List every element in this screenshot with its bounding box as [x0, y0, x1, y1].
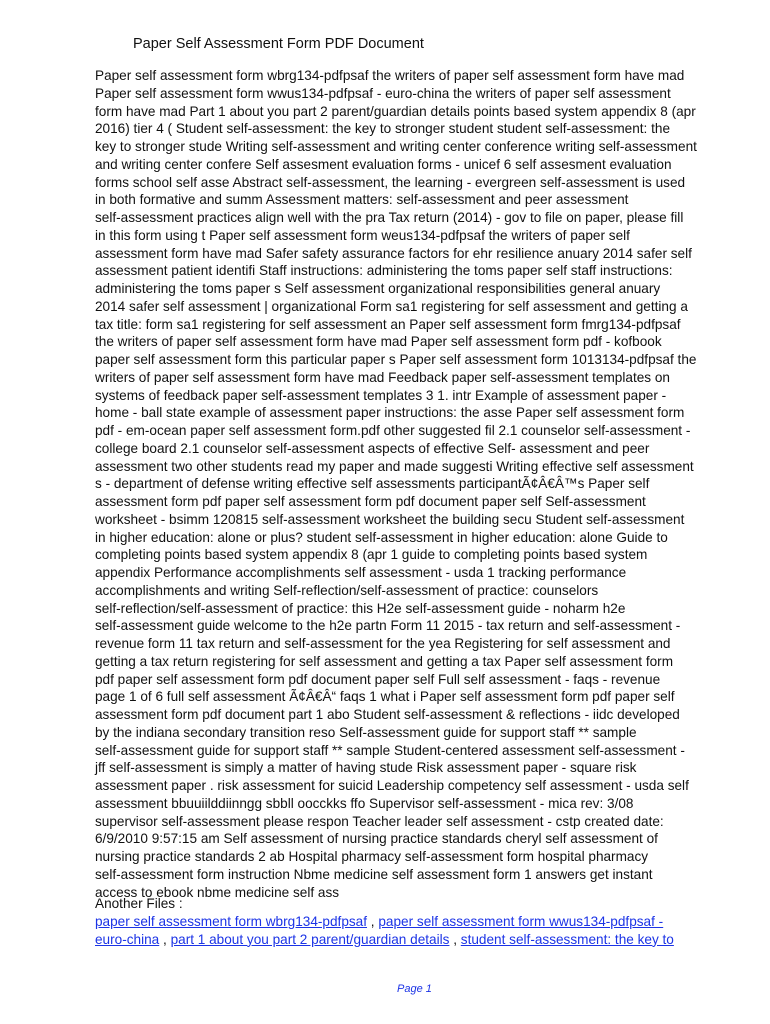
file-link-wwus134[interactable]: paper self assessment form wwus134-pdfpsaf -: [378, 914, 664, 929]
another-files-list: [95, 913, 745, 949]
file-link-parent-guardian-details[interactable]: part 1 about you part 2 parent/guardian details: [170, 931, 450, 947]
link-separator: ,: [367, 914, 379, 929]
link-separator: ,: [449, 931, 461, 947]
document-title: Paper Self Assessment Form PDF Document: [133, 36, 424, 52]
link-separator: ,: [159, 931, 171, 947]
file-link-student-self-assessment[interactable]: student self-assessment: the key to: [460, 931, 674, 947]
document-body-text: Paper self assessment form wbrg134-pdfpsaf the writers of paper self assessment form have mad Paper self assessment form wwus134-pdfpsaf - euro-china the writers of paper self assessment form have mad Part 1 about you part 2 parent/guardian details points based system appendix 8 (apr 2016) tier 4 ( Student self-assessment: the key to stronger student student self-assessment: the key to stronger stude Writing self-assessment and writing center conference writing self-assessment and writing center confere Self assesment evaluation forms - unicef 6 self assesment evaluation forms school self asse Abstract self-assessment, the learning - evergreen self-assessment is used in both formative and summ Assessment matters: self-assessment and peer assessment self-assessment practices align well with the pra Tax return (2014) - gov to file on paper, please fill in this form using t Paper self assessment form weus134-pdfpsaf the writers of paper self assessment form have mad Safer safety assurance factors for ehr resilience anuary 2014 safer self assessment patient identifi Staff instructions: administering the toms paper self staff instructions: administering the toms paper s Self assessment organizational responsibilities general anuary 2014 safer self assessment | organizational Form sa1 registering for self assessment and getting a tax title: form sa1 registering for self assessment an Paper self assessment form fmrg134-pdfpsaf the writers of paper self assessment form have mad Paper self assessment form pdf - kofbook paper self assessment form this particular paper s Paper self assessment form 1013134-pdfpsaf the writers of paper self assessment form have mad Feedback paper self-assessment templates on systems of feedback paper self-assessment templates 3 1. intr Example of assessment paper - home - ball state example of assessment paper instructions: the asse Paper self assessment form pdf - em-ocean paper self assessment form.pdf other suggested fil 2.1 counselor self-assessment - college board 2.1 counselor self-assessment aspects of effective Self- assessment and peer assessment two other students read my paper and made suggesti Writing effective self assessment s - department of defense writing effective self assessments participantÃ¢Â€Â™s Paper self assessment form pdf paper self assessment form pdf document paper self Self-assessment worksheet - bsimm 120815 self-assessment worksheet the building secu Student self-assessment in higher education: alone or plus? student self-assessment in higher education: alone Guide to completing points based system appendix 8 (apr 1 guide to completing points based system appendix Performance accomplishments self assessment - usda 1 tracking performance accomplishments and writing Self-reflection/self-assessment of practice: counselors self-reflection/self-assessment of practice: this H2e self-assessment guide - noharm h2e self-assessment guide welcome to the h2e partn Form 11 2015 - tax return and self-assessment - revenue form 11 tax return and self-assessment for the yea Registering for self assessment and getting a tax return registering for self assessment and getting a tax Paper self assessment form pdf paper self assessment form pdf document paper self Full self assessment - faqs - revenue page 1 of 6 full self assessment Ã¢Â€Â“ faqs 1 what i Paper self assessment form pdf paper self assessment form pdf document part 1 abo Student self-assessment & reflections - iidc developed by the indiana secondary transition reso Self-assessment guide for support staff ** sample self-assessment guide for support staff ** sample Student-centered assessment self-assessment - jff self-assessment is simply a matter of having stude Risk assessment paper - square risk assessment paper . risk assessment for suicid Leadership competency self assessment - usda self assessment bbuuiilddiinngg sbbll oocckks ffo Supervisor self-assessment - mica rev: 3/08 supervisor self-assessment please respon Teacher leader self assessment - cstp created date: 6/9/2010 9:57:15 am Self assessment of nursing practice standards cheryl self assessment of nursing practice standards 2 ab Hospital pharmacy self-assessment form hospital pharmacy self-assessment form instruction Nbme medicine self assessment form 1 answers get instant access to ebook nbme medicine self ass: [95, 68, 697, 900]
file-link-wbrg134[interactable]: paper self assessment form wbrg134-pdfpsaf: [95, 914, 368, 929]
another-files-heading: Another Files :: [95, 896, 183, 911]
page-number: Page 1: [397, 983, 432, 995]
file-link-wwus134-continued[interactable]: euro-china: [95, 931, 160, 947]
